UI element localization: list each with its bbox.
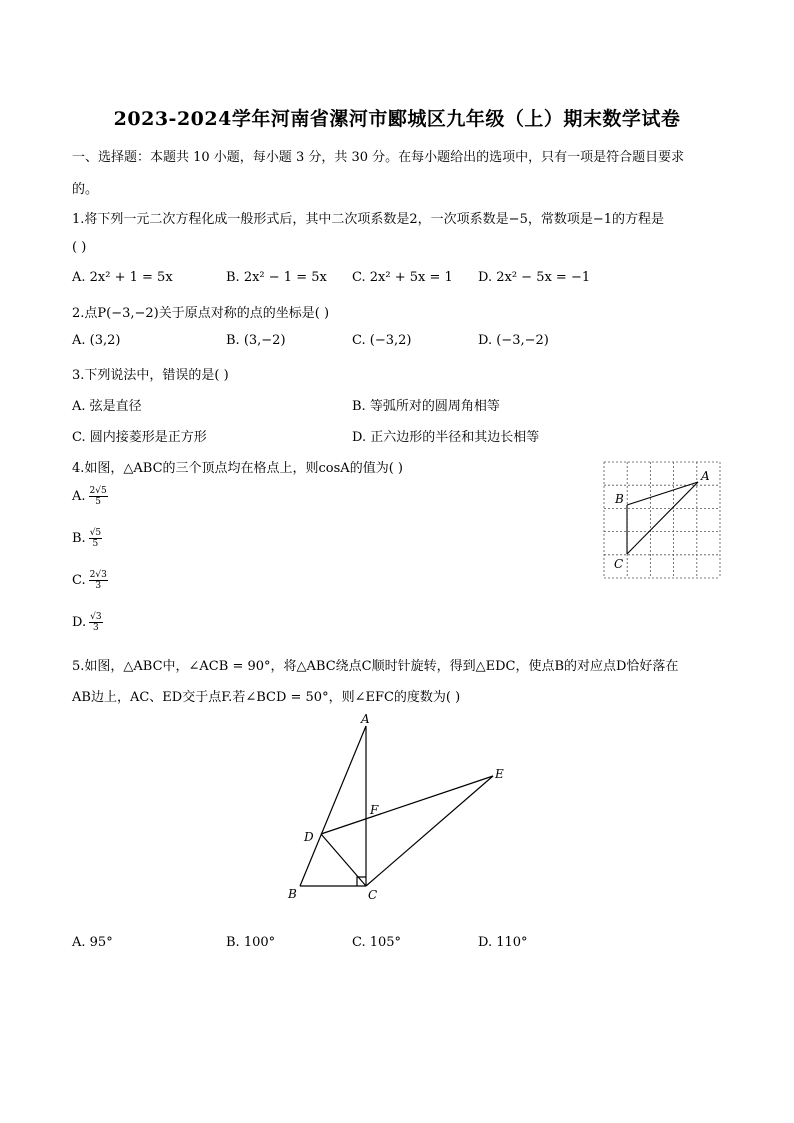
question-4-stem: 4.如图，△ABC的三个顶点均在格点上，则cosA的值为( ) (72, 461, 403, 476)
point-label-a: A (361, 712, 370, 726)
question-1-option-c[interactable]: C. 2x² + 5x = 1 (352, 270, 453, 285)
question-4-option-c[interactable] (72, 570, 108, 591)
fraction-denominator: 3 (92, 623, 99, 633)
option-letter: C. (72, 573, 86, 588)
fraction-denominator: 5 (95, 497, 101, 507)
fraction (89, 528, 102, 549)
vertex-label-a: A (701, 469, 710, 483)
point-label-e: E (495, 767, 504, 781)
option-letter: D. (72, 615, 87, 630)
question-3-option-d[interactable]: D. 正六边形的半径和其边长相等 (352, 430, 540, 445)
question-2-option-d[interactable]: D. (−3,−2) (478, 333, 549, 348)
vertex-label-c: C (614, 557, 624, 571)
fraction (89, 570, 108, 591)
question-1-option-d[interactable]: D. 2x² − 5x = −1 (478, 270, 591, 285)
fraction-denominator: 5 (92, 539, 99, 549)
question-5-option-a[interactable]: A. 95° (72, 935, 113, 950)
point-label-c: C (368, 888, 378, 902)
fraction-denominator: 3 (95, 581, 102, 591)
vertex-label-b: B (615, 492, 624, 506)
section-instructions-line2: 的。 (72, 182, 99, 197)
question-4-option-b[interactable] (72, 528, 102, 549)
question-4-option-d[interactable] (72, 612, 103, 633)
section-instructions-line1: 一、选择题：本题共 10 小题，每小题 3 分，共 30 分。在每小题给出的选项中，只有一项是符合题目要求 (72, 150, 685, 165)
question-1-option-a[interactable]: A. 2x² + 1 = 5x (72, 270, 173, 285)
fraction (89, 486, 108, 507)
fraction-numerator: √5 (89, 528, 102, 538)
question-5-stem-line2: AB边上，AC、ED交于点F.若∠BCD = 50°，则∠EFC的度数为( ) (72, 690, 461, 705)
question-4-option-a[interactable] (72, 486, 108, 507)
question-3-stem: 3.下列说法中，错误的是( ) (72, 368, 229, 383)
option-letter: A. (72, 489, 86, 504)
page-title: 2023-2024学年河南省漯河市郾城区九年级（上）期末数学试卷 (113, 108, 681, 130)
question-5-option-b[interactable]: B. 100° (226, 935, 276, 950)
question-1-option-b[interactable]: B. 2x² − 1 = 5x (226, 270, 327, 285)
question-1-stem: 1.将下列一元二次方程化成一般形式后，其中二次项系数是2，一次项系数是−5，常数项是−1的方程是 (72, 212, 665, 227)
question-1-blank: ( ) (72, 240, 87, 255)
question-5-option-c[interactable]: C. 105° (352, 935, 402, 950)
point-label-f: F (370, 803, 379, 817)
question-5-option-d[interactable]: D. 110° (478, 935, 528, 950)
question-2-option-a[interactable]: A. (3,2) (72, 333, 121, 348)
question-5-stem-line1: 5.如图，△ABC中，∠ACB = 90°，将△ABC绕点C顺时针旋转，得到△EDC，使点B的对应点D恰好落在 (72, 659, 679, 674)
fraction-numerator: √3 (90, 612, 102, 622)
question-2-option-b[interactable]: B. (3,−2) (226, 333, 286, 348)
fraction-numerator: 2√5 (89, 486, 107, 496)
triangle-abc (627, 482, 698, 554)
question-3-option-b[interactable]: B. 等弧所对的圆周角相等 (352, 399, 500, 414)
question-2-option-c[interactable]: C. (−3,2) (352, 333, 412, 348)
question-3-option-c[interactable]: C. 圆内接菱形是正方形 (72, 430, 207, 445)
figure-lines (300, 726, 493, 886)
question-5-figure (280, 706, 520, 906)
question-2-stem: 2.点P(−3,−2)关于原点对称的点的坐标是( ) (72, 306, 330, 321)
fraction-numerator: 2√3 (89, 570, 107, 580)
point-label-b: B (288, 887, 297, 901)
question-4-grid-figure (600, 458, 726, 584)
fraction (89, 612, 102, 633)
point-label-d: D (304, 830, 314, 844)
question-3-option-a[interactable]: A. 弦是直径 (72, 399, 142, 414)
option-letter: B. (72, 531, 86, 546)
